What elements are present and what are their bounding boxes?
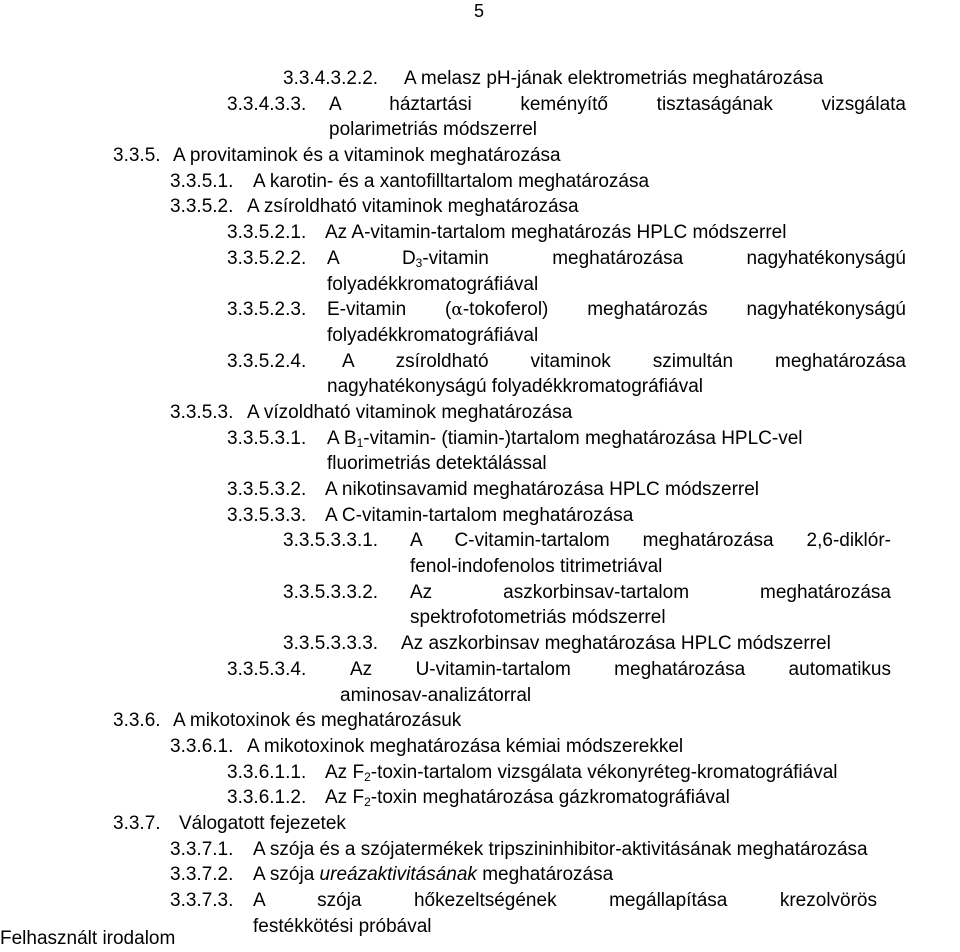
toc-entry-number: 3.3.5.3.2.: [227, 479, 307, 500]
toc-entry: [0, 170, 960, 196]
toc-entry-title: [327, 427, 803, 451]
toc-entry-number: 3.3.5.3.3.: [227, 504, 307, 526]
toc-entry-title: A C-vitamin-tartalom meghatározása 2,6-diklór-: [410, 530, 891, 552]
toc-entry-title-continuation: polarimetriás módszerrel: [329, 119, 538, 141]
toc-entry-title: A zsíroldható vitaminok szimultán meghatározása: [342, 350, 906, 372]
toc-entry: [0, 144, 960, 170]
section-heading-references: Felhasznált irodalom: [0, 928, 176, 949]
subscript: 3: [415, 255, 423, 270]
toc-entry: [0, 401, 960, 427]
toc-entry: [0, 632, 960, 658]
toc-entry: [0, 889, 960, 915]
toc-entry-number: 3.3.7.1.: [170, 838, 234, 860]
alpha-symbol: α: [451, 300, 463, 321]
toc-entry-title: Az aszkorbinsav-tartalom meghatározása: [410, 581, 891, 603]
toc-entry-title: A C-vitamin-tartalom meghatározása: [325, 504, 634, 526]
toc-entry-title-continuation: aminosav-analizátorral: [340, 684, 532, 706]
title-part: -toxin-tartalom vizsgálata vékonyréteg-kromatográfiával: [370, 761, 838, 783]
title-part: -vitamin meghatározása nagyhatékonyságú: [422, 247, 906, 269]
title-part: Az F: [325, 787, 365, 809]
toc-entry: [0, 658, 960, 684]
toc-entry: [0, 709, 960, 735]
title-part: A szója: [253, 864, 320, 886]
toc-entry-number: 3.3.5.2.: [170, 196, 234, 218]
page-number: 5: [474, 1, 485, 21]
toc-entry-continuation: [0, 452, 960, 478]
toc-entry-title: A vízoldható vitaminok meghatározása: [247, 401, 573, 423]
title-part: Az F: [325, 761, 365, 783]
toc-entry-title: [325, 761, 838, 785]
table-of-contents: [0, 67, 960, 940]
title-part: -tokoferol) meghatározás nagyhatékonyságú: [462, 299, 906, 321]
toc-entry-title: [327, 247, 906, 271]
toc-entry-continuation: [0, 606, 960, 632]
toc-entry-number: 3.3.4.3.2.2.: [283, 68, 379, 89]
toc-entry-title-continuation: fenol-indofenolos titrimetriával: [410, 556, 663, 578]
toc-entry: [0, 735, 960, 761]
toc-entry: [0, 350, 960, 376]
toc-entry-title: A mikotoxinok meghatározása kémiai módszerekkel: [247, 735, 684, 757]
toc-entry: [0, 812, 960, 838]
toc-entry-number: 3.3.5.: [113, 145, 161, 167]
toc-entry-number: 3.3.6.1.: [170, 735, 234, 757]
toc-entry-continuation: [0, 324, 960, 350]
subscript: 1: [356, 435, 364, 450]
toc-entry-number: 3.3.6.: [113, 710, 161, 732]
toc-entry-title: Az aszkorbinsav meghatározása HPLC módszerrel: [401, 633, 831, 655]
toc-entry: [0, 195, 960, 221]
toc-entry: [0, 761, 960, 787]
toc-entry-number: 3.3.5.2.3.: [227, 299, 307, 321]
title-part: -vitamin- (tiamin-)tartalom meghatározása HPLC-vel: [363, 427, 803, 449]
toc-entry-title: A mikotoxinok és meghatározásuk: [173, 710, 462, 732]
toc-entry: [0, 247, 960, 273]
toc-entry-title-continuation: folyadékkromatográfiával: [327, 273, 539, 295]
toc-entry-number: 3.3.5.3.: [170, 401, 234, 423]
toc-entry-title: A provitaminok és a vitaminok meghatározása: [173, 145, 561, 167]
title-italic-part: ureázaktivitásának: [319, 864, 477, 886]
toc-entry-number: 3.3.5.3.4.: [227, 658, 307, 680]
toc-entry-title: [253, 863, 613, 887]
toc-entry-title-continuation: fluorimetriás detektálással: [327, 453, 547, 475]
toc-entry-title-continuation: folyadékkromatográfiával: [327, 324, 539, 346]
toc-entry: [0, 504, 960, 530]
toc-entry-number: 3.3.6.1.1.: [227, 761, 307, 783]
toc-entry-title: Az U-vitamin-tartalom meghatározása automatikus: [350, 658, 891, 680]
title-part: E-vitamin (: [327, 299, 452, 321]
toc-entry-title: A melasz pH-jának elektrometriás meghatározása: [404, 68, 824, 89]
toc-entry: [0, 478, 960, 504]
title-part: A B: [327, 427, 357, 449]
toc-entry-number: 3.3.5.1.: [170, 170, 234, 192]
title-part: -toxin meghatározása gázkromatográfiával: [370, 787, 730, 809]
subscript: 2: [364, 795, 371, 810]
toc-entry: [0, 298, 960, 324]
toc-entry: [0, 786, 960, 812]
toc-entry-title: A szója hőkezeltségének megállapítása krezolvörös: [253, 890, 877, 911]
toc-entry-title: A háztartási keményítő tisztaságának vizsgálata: [329, 93, 906, 115]
toc-entry-title: Az A-vitamin-tartalom meghatározás HPLC módszerrel: [325, 222, 787, 244]
toc-entry-number: 3.3.7.3.: [170, 890, 234, 911]
toc-entry-number: 3.3.5.3.3.2.: [283, 581, 379, 603]
toc-entry-title: Válogatott fejezetek: [179, 812, 346, 834]
toc-entry-continuation: [0, 684, 960, 710]
subscript: 2: [364, 769, 371, 784]
toc-entry: [0, 67, 960, 93]
toc-entry-title-continuation: spektrofotometriás módszerrel: [410, 607, 666, 629]
toc-entry-number: 3.3.5.2.2.: [227, 247, 307, 269]
toc-entry-continuation: [0, 375, 960, 401]
toc-entry: [0, 427, 960, 453]
toc-entry-title-continuation: nagyhatékonyságú folyadékkromatográfiával: [327, 376, 704, 398]
toc-entry-title-continuation: festékkötési próbával: [253, 915, 432, 937]
toc-entry-number: 3.3.5.2.4.: [227, 350, 307, 372]
toc-entry: [0, 581, 960, 607]
title-part: A D: [327, 247, 416, 269]
toc-entry-title: A szója és a szójatermékek tripszininhibitor-aktivitásának meghatározása: [253, 838, 868, 860]
toc-entry-number: 3.3.5.3.1.: [227, 427, 307, 449]
toc-entry: [0, 529, 960, 555]
toc-entry-number: 3.3.5.2.1.: [227, 222, 307, 244]
title-part: meghatározása: [476, 864, 614, 886]
toc-entry-continuation: [0, 273, 960, 299]
toc-entry-title: [325, 786, 730, 810]
toc-entry-number: 3.3.5.3.3.1.: [283, 530, 379, 552]
toc-entry-number: 3.3.5.3.3.3.: [283, 633, 379, 655]
toc-entry-number: 3.3.4.3.3.: [227, 93, 307, 115]
toc-entry-number: 3.3.6.1.2.: [227, 787, 307, 809]
toc-entry-continuation: [0, 118, 960, 144]
toc-entry-title: A zsíroldható vitaminok meghatározása: [247, 196, 579, 218]
toc-entry: [0, 863, 960, 889]
toc-entry-title: A karotin- és a xantofilltartalom meghatározása: [253, 170, 650, 192]
toc-entry-number: 3.3.7.2.: [170, 864, 234, 886]
toc-entry: [0, 93, 960, 119]
toc-entry: [0, 221, 960, 247]
toc-entry-continuation: [0, 555, 960, 581]
toc-entry-number: 3.3.7.: [113, 812, 161, 834]
toc-entry-title: A nikotinsavamid meghatározása HPLC módszerrel: [325, 479, 760, 500]
toc-entry-title: [327, 298, 906, 322]
toc-entry: [0, 838, 960, 864]
